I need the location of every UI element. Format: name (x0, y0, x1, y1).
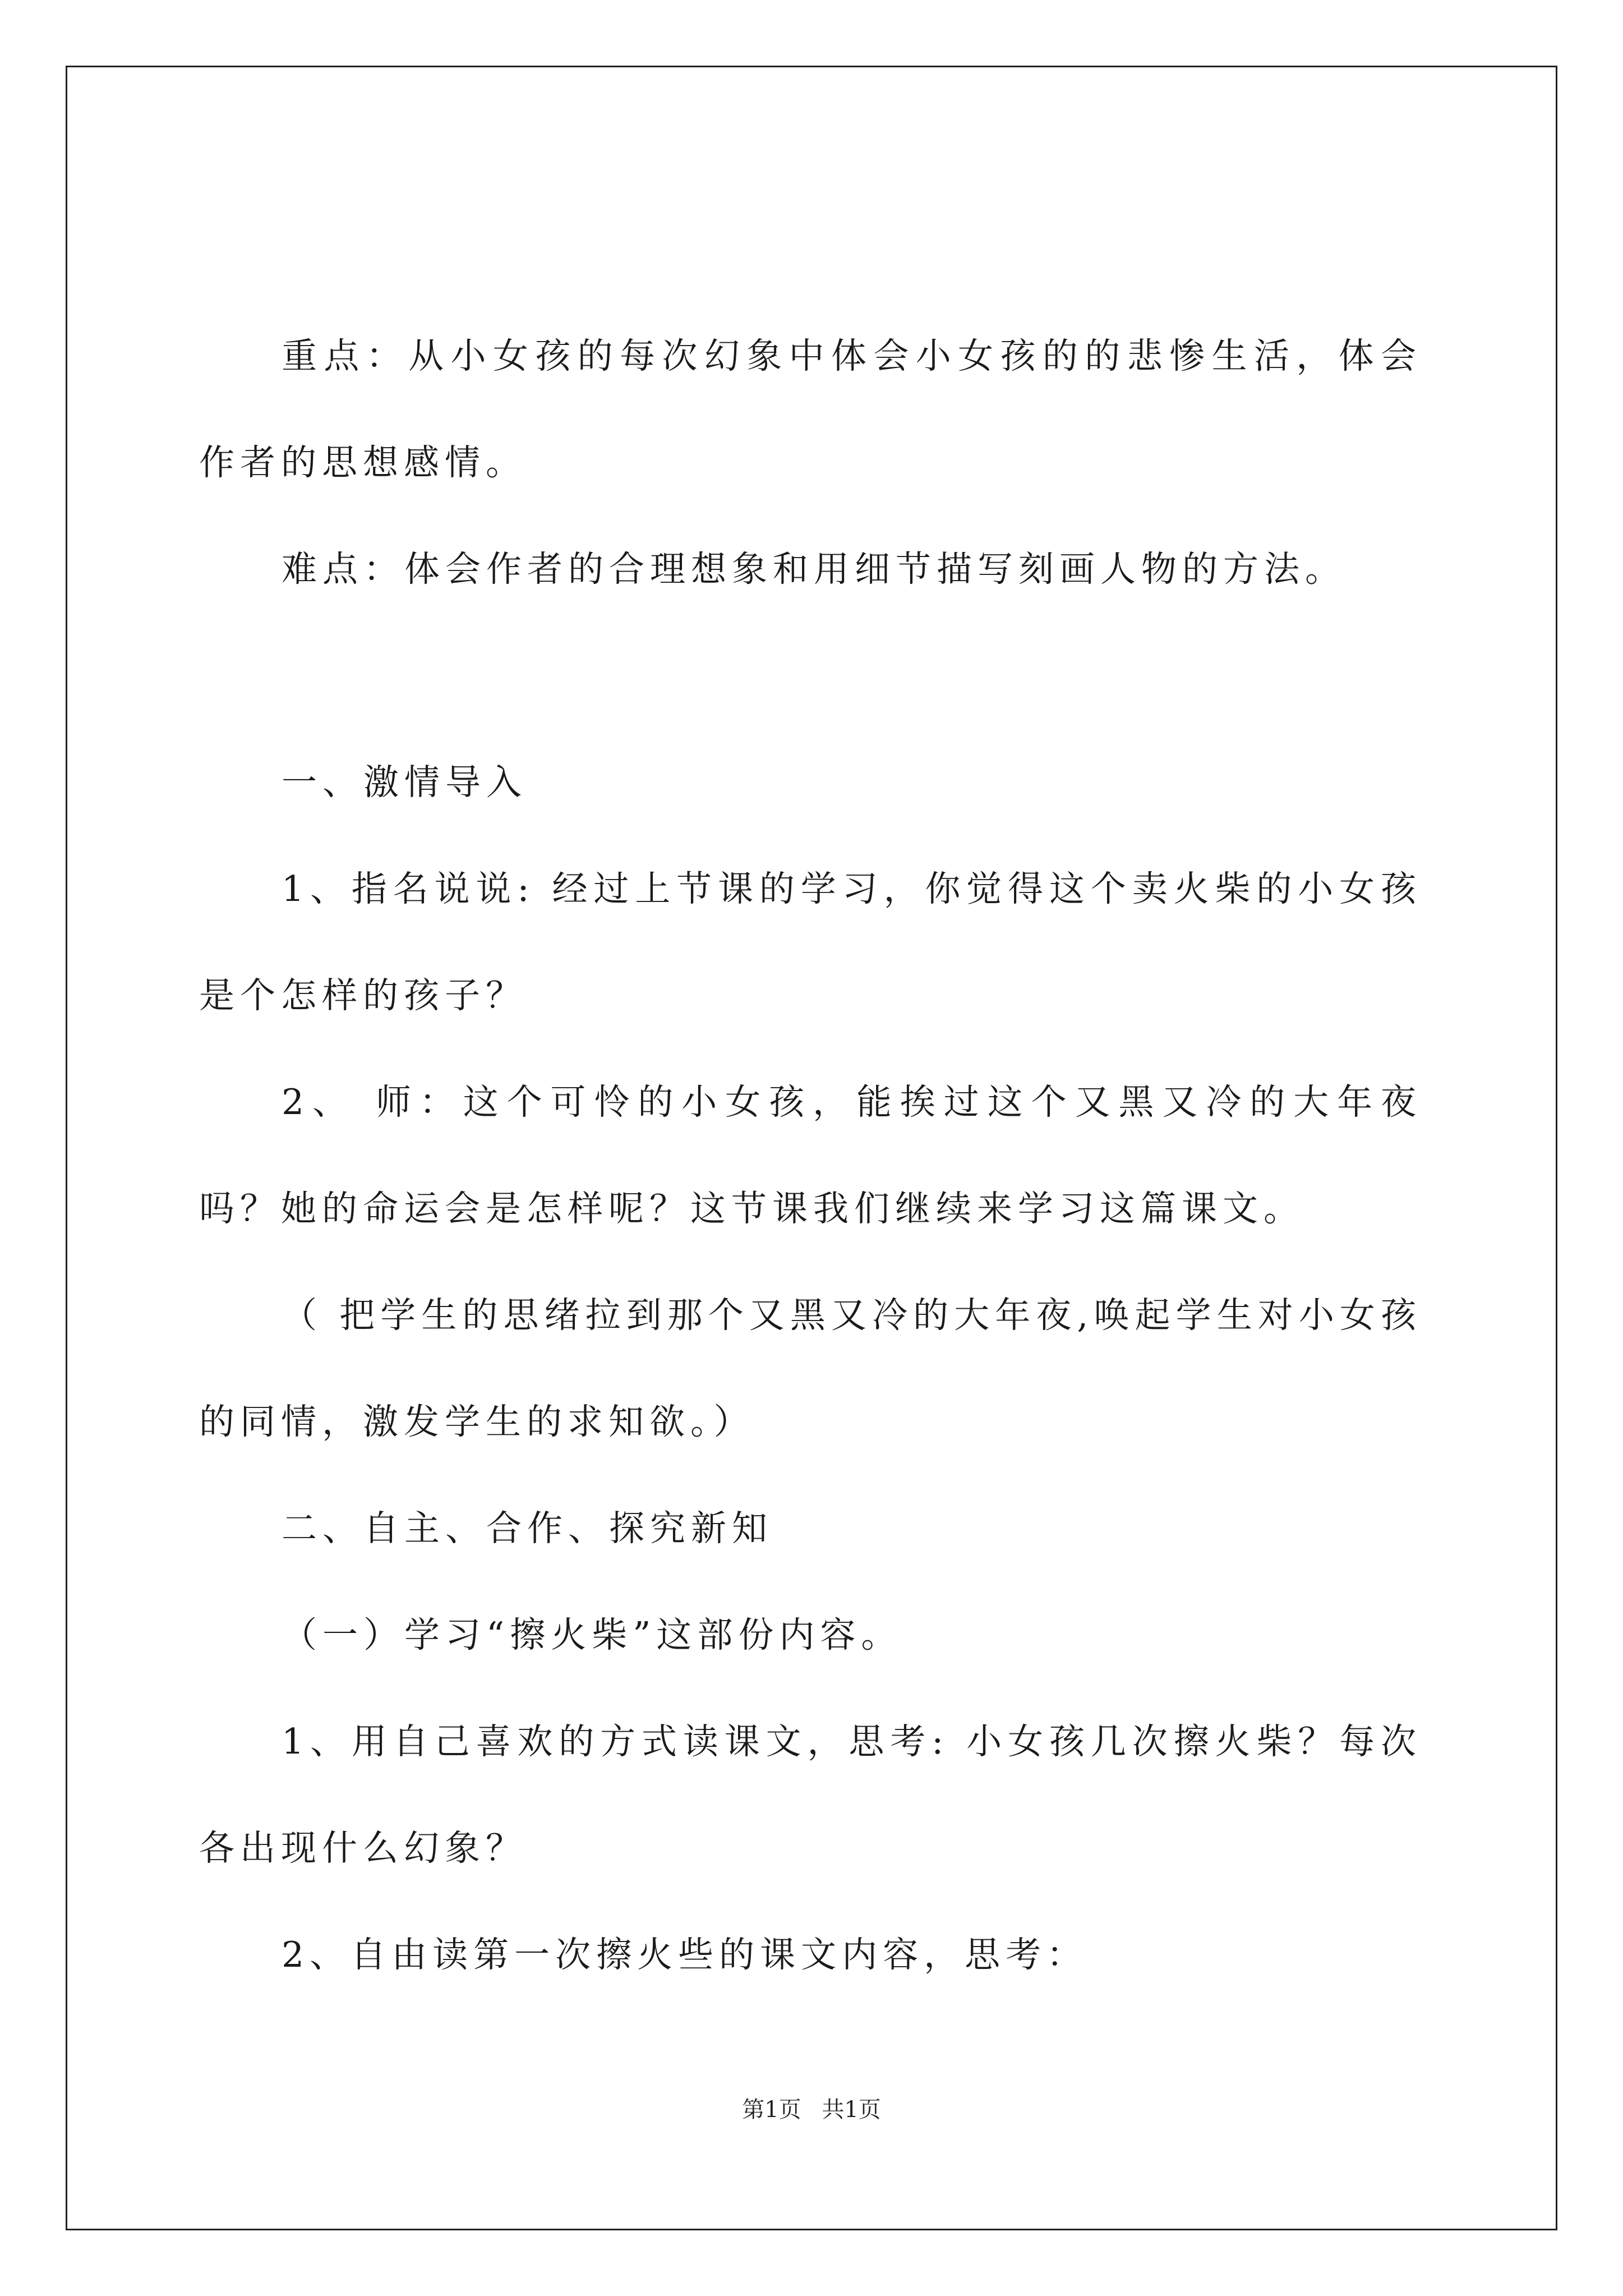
difficulty-paragraph: 难点：体会作者的合理想象和用细节描写刻画人物的方法。 (282, 549, 1346, 590)
blank-line (199, 623, 1422, 729)
intro-item-2: 2、 师：这个可怜的小女孩，能挨过这个又黑又冷的大年夜吗？她的命运会是怎样呢？这节课我们继续来学习这篇课文。 (199, 1082, 1422, 1229)
page-footer (0, 2093, 1623, 2127)
page-number-total: 共1页 (822, 2097, 881, 2123)
section-heading-explore: 二、自主、合作、探究新知 (282, 1508, 773, 1549)
section-heading-intro: 一、激情导入 (282, 762, 527, 803)
document-body (199, 303, 1422, 2008)
intro-item-1: 1、指名说说: 经过上节课的学习，你觉得这个卖火柴的小女孩是个怎样的孩子？ (199, 868, 1422, 1016)
explore-item-2: 2、自由读第一次擦火些的课文内容，思考： (282, 1934, 1088, 1975)
page-number-current: 第1页 (742, 2097, 801, 2123)
key-point-paragraph: 重点：从小女孩的每次幻象中体会小女孩的的悲惨生活，体会作者的思想感情。 (199, 335, 1422, 483)
intro-note: （ 把学生的思绪拉到那个又黑又冷的大年夜,唤起学生对小女孩的同情，激发学生的求知欲。） (199, 1295, 1422, 1442)
explore-item-1: 1、用自己喜欢的方式读课文，思考: 小女孩几次擦火柴？每次各出现什么幻象？ (199, 1721, 1422, 1869)
sub-section-heading: （一）学习“擦火柴”这部份内容。 (282, 1614, 902, 1655)
